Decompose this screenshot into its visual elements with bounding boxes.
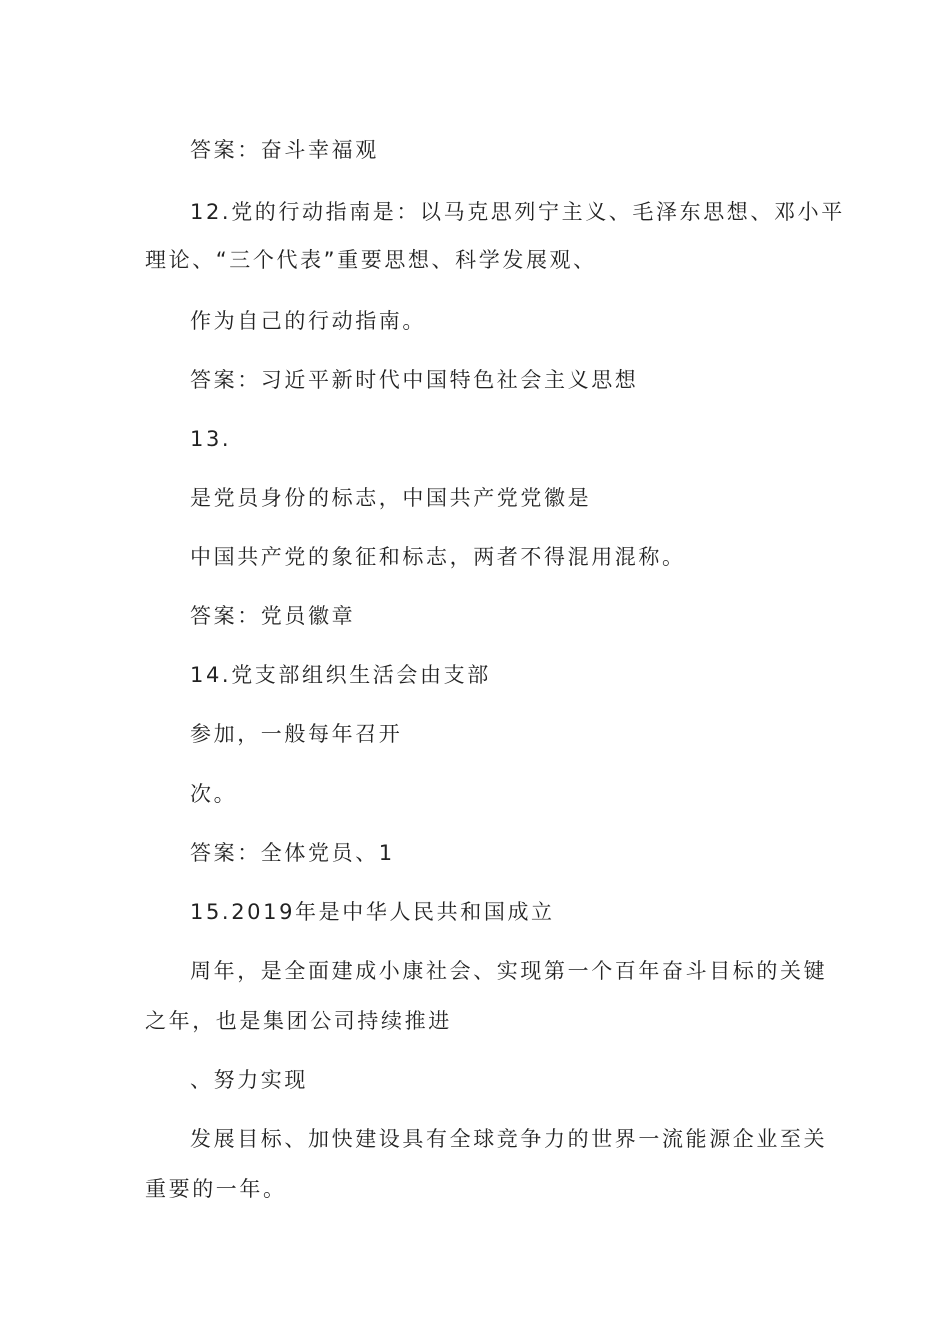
answer-12: 答案：习近平新时代中国特色社会主义思想 [190, 368, 639, 392]
answer-13: 答案：党员徽章 [190, 604, 356, 628]
answer-11: 答案：奋斗幸福观 [190, 138, 379, 162]
answer-14: 答案：全体党员、1 [190, 841, 395, 865]
question-13-line-2: 中国共产党的象征和标志，两者不得混用混称。 [190, 545, 686, 569]
question-14-line-2: 参加，一般每年召开 [190, 722, 403, 746]
question-15-line-6: 重要的一年。 [145, 1177, 287, 1201]
question-15-line-2: 周年，是全面建成小康社会、实现第一个百年奋斗目标的关键 [190, 959, 828, 983]
question-13-line-1: 是党员身份的标志，中国共产党党徽是 [190, 486, 592, 510]
question-15-line-1: 15.2019年是中华人民共和国成立 [190, 900, 555, 924]
question-15-line-5: 发展目标、加快建设具有全球竞争力的世界一流能源企业至关 [190, 1127, 828, 1151]
question-15-line-3: 之年，也是集团公司持续推进 [145, 1009, 452, 1033]
question-15-line-4: 、努力实现 [190, 1068, 308, 1092]
question-12-line-3: 作为自己的行动指南。 [190, 309, 426, 333]
question-12-line-2: 理论、“三个代表”重要思想、科学发展观、 [145, 248, 597, 272]
question-13-number: 13. [190, 427, 232, 451]
question-12-line-1: 12.党的行动指南是：以马克思列宁主义、毛泽东思想、邓小平 [190, 200, 845, 224]
question-14-line-1: 14.党支部组织生活会由支部 [190, 663, 491, 687]
question-14-line-3: 次。 [190, 782, 238, 806]
